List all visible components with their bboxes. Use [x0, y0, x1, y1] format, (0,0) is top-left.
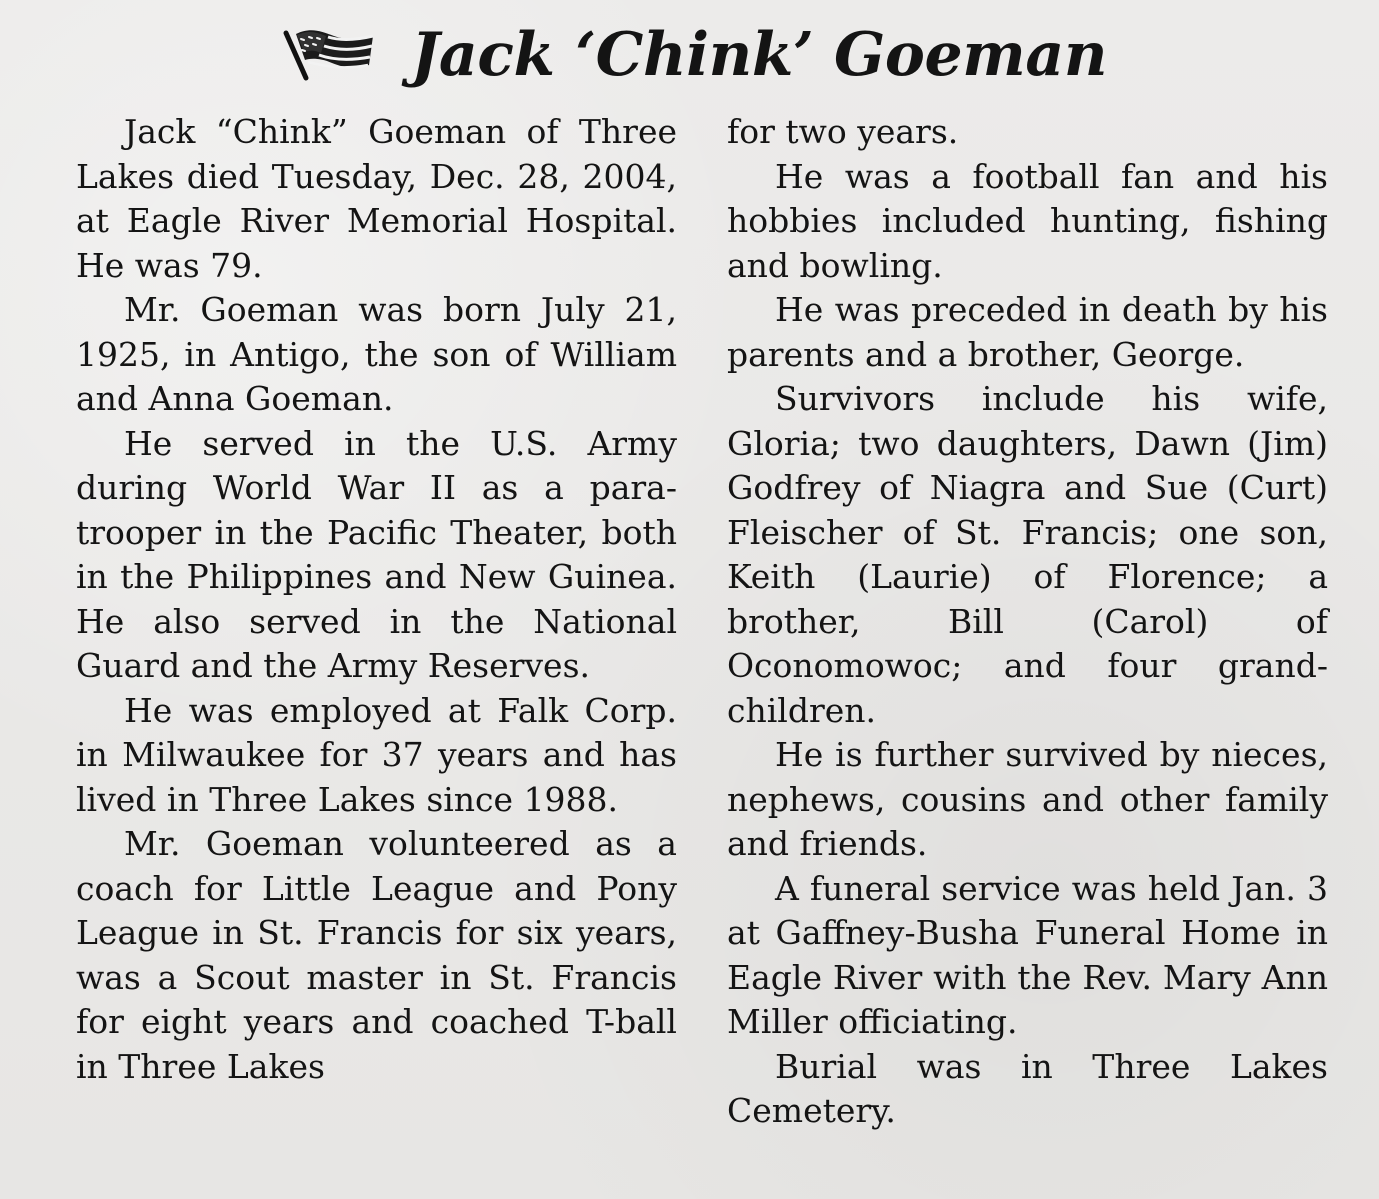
paragraph-volunteering-continued: for two years. [727, 112, 959, 151]
paragraph-death-notice: Jack “Chink” Goeman of Three Lakes died Tuesday, Dec. 28, 2004, at Eagle River Memorial Hospital. He was 79. [76, 112, 677, 285]
obituary-text-columns [76, 110, 1327, 1134]
paragraph-birth: Mr. Goeman was born July 21, 1925, in Antigo, the son of William and Anna Goeman. [76, 290, 677, 418]
paragraph-volunteering: Mr. Goeman volunteered as a coach for Little League and Pony League in St. Francis for six years, was a Scout master in St. Francis for eight years and coached T-ball in Three Lakes [76, 824, 677, 1086]
paragraph-funeral-service: A funeral service was held Jan. 3 at Gaffney-Busha Funeral Home in Eagle River with the Rev. Mary Ann Miller officiating. [727, 868, 1328, 1041]
paragraph-hobbies: He was a football fan and his hobbies included hunting, fishing and bowling. [727, 156, 1328, 285]
paragraph-burial: Burial was in Three Lakes Cemetery. [727, 1046, 1328, 1130]
american-flag-icon [278, 26, 376, 84]
paragraph-predeceased: He was preceded in death by his parents and a brother, George. [727, 290, 1328, 374]
obituary-title: Jack ‘Chink’ Goeman [410, 20, 1108, 90]
left-text-column [76, 110, 677, 1134]
paragraph-survivors: Survivors include his wife, Gloria; two daughters, Dawn (Jim) Godfrey of Niagra and Sue (Curt) Fleischer of St. Francis; one son, Keith (Laurie) of Florence; a brother, Bill (Carol) of Oconomowoc; and four grandchildren. [727, 379, 1328, 730]
paragraph-extended-family: He is further survived by nieces, nephews, cousins and other family and friends. [727, 735, 1328, 863]
right-text-column [727, 110, 1328, 1134]
paragraph-employment: He was employed at Falk Corp. in Milwaukee for 37 years and has lived in Three Lakes since 1988. [76, 690, 677, 819]
paragraph-military-service: He served in the U.S. Army during World War II as a paratrooper in the Pacific Theater, both in the Philippines and New Guinea. He also served in the National Guard and the Army Reserves. [76, 423, 677, 685]
obituary-header [58, 10, 1327, 100]
